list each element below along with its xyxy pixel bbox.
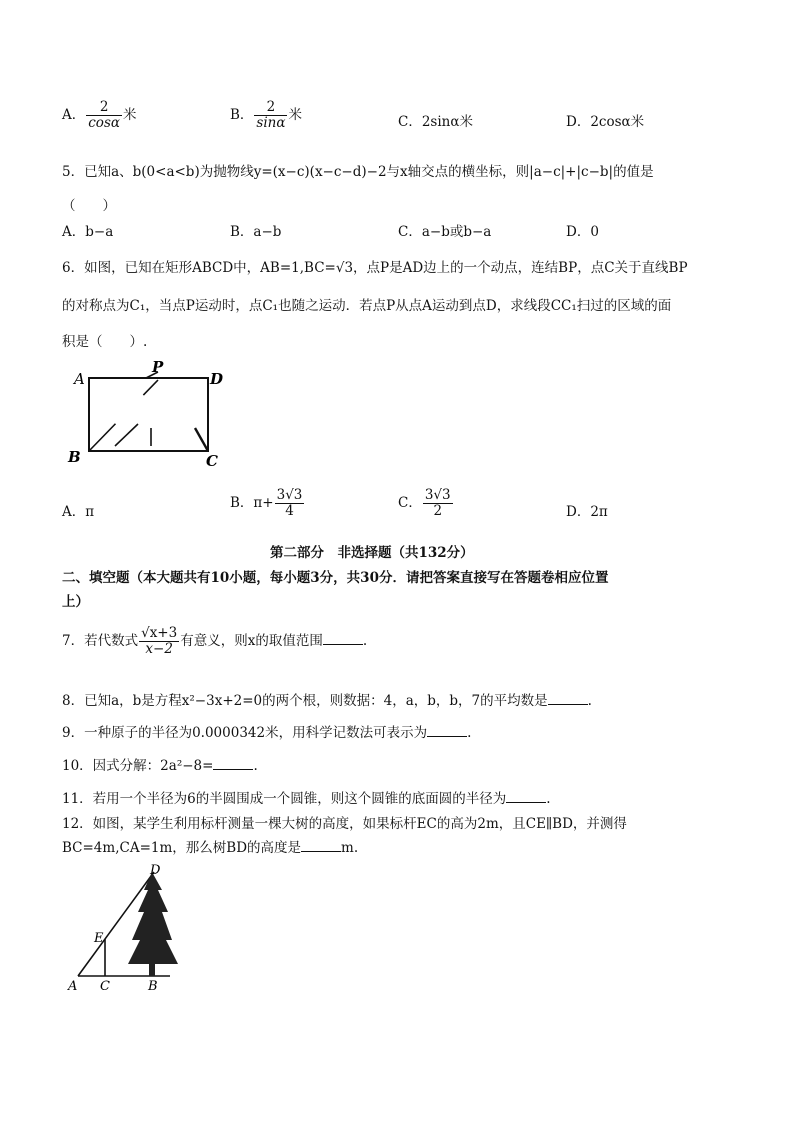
label-b: B xyxy=(68,448,81,466)
q10: 10．因式分解：2a²−8= . xyxy=(62,758,258,774)
q10-answer-blank xyxy=(213,757,253,770)
q5-stem: 5．已知a、b(0<a<b)为抛物线y=(x−c)(x−c−d)−2与x轴交点的横坐标，则|a−c|+|c−b|的值是 xyxy=(62,164,654,180)
segment-b-mark xyxy=(115,424,138,446)
label-c: C xyxy=(206,452,218,470)
section-heading-line2: 上） xyxy=(62,594,89,610)
section-heading-line1: 二、填空题（本大题共有10小题，每小题3分，共30分．请把答案直接写在答题卷相应位置 xyxy=(62,570,609,586)
label-d: D xyxy=(150,863,161,878)
q4-option-c: C．2sinα米 xyxy=(398,114,473,130)
label-a: A xyxy=(68,979,78,994)
label-p: P xyxy=(152,358,164,376)
tree-trunk xyxy=(149,964,155,976)
q5-option-c: C．a−b或b−a xyxy=(398,224,492,240)
label-a: A xyxy=(74,370,85,388)
q4-option-b: B． $\frac{2}{\sin\alpha}$ 米 xyxy=(230,99,302,131)
q11-answer-blank xyxy=(506,790,546,803)
q6-line3: 积是（ ）. xyxy=(62,334,148,350)
q5-option-a: A．b−a xyxy=(62,224,114,240)
q12-tree-figure xyxy=(60,860,200,1000)
label-c: C xyxy=(100,979,110,994)
q12-line2: BC=4m,CA=1m，那么树BD的高度是 m. xyxy=(62,840,359,856)
q9: 9．一种原子的半径为0.0000342米，用科学记数法可表示为 . xyxy=(62,725,472,741)
q6-line2: 的对称点为C₁，当点P运动时，点C₁也随之运动．若点P从点A运动到点D，求线段CC₁扫过的区域的面 xyxy=(62,298,672,314)
part2-title: 第二部分 非选择题（共132分） xyxy=(270,545,474,561)
q12-line1: 12．如图，某学生利用标杆测量一棵大树的高度，如果标杆EC的高为2m，且CE∥BD，并测得 xyxy=(62,816,627,832)
q6-option-c: C． $\frac{3√3}{2}$ xyxy=(398,487,451,519)
q9-answer-blank xyxy=(427,724,467,737)
q6-rectangle-figure xyxy=(60,358,240,468)
q4-option-a: A． $\frac{2}{\cos\alpha}$ 米 xyxy=(62,99,137,131)
segment-bp xyxy=(89,380,158,451)
q11: 11．若用一个半径为6的半圆围成一个圆锥，则这个圆锥的底面圆的半径为 . xyxy=(62,791,551,807)
q5-option-d: D．0 xyxy=(566,224,599,240)
label-e: E xyxy=(94,931,104,946)
segment-c-c1 xyxy=(195,428,208,451)
q6-option-b: B．π+ $\frac{3√3}{4}$ xyxy=(230,487,303,519)
q8: 8．已知a，b是方程x²−3x+2=0的两个根，则数据：4，a，b，b，7的平均数是 . xyxy=(62,693,592,709)
q7-answer-blank xyxy=(323,632,363,645)
q6-line1: 6．如图，已知在矩形ABCD中，AB=1,BC=√3，点P是AD边上的一个动点，连结BP，点C关于直线BP xyxy=(62,260,688,276)
q5-option-b: B．a−b xyxy=(230,224,282,240)
q12-answer-blank xyxy=(301,839,341,852)
q5-paren: （ ） xyxy=(62,198,116,214)
q6-option-d: D．2π xyxy=(566,504,608,520)
q8-answer-blank xyxy=(548,692,588,705)
q7: 7．若代数式 $\frac{√x+3}{x-2}$ 有意义，则x的取值范围 . xyxy=(62,625,368,657)
label-d: D xyxy=(210,370,224,388)
q4-option-d: D．2cosα米 xyxy=(566,114,645,130)
label-b: B xyxy=(148,979,158,994)
tree-foliage xyxy=(128,872,178,964)
q6-option-a: A．π xyxy=(62,504,95,520)
